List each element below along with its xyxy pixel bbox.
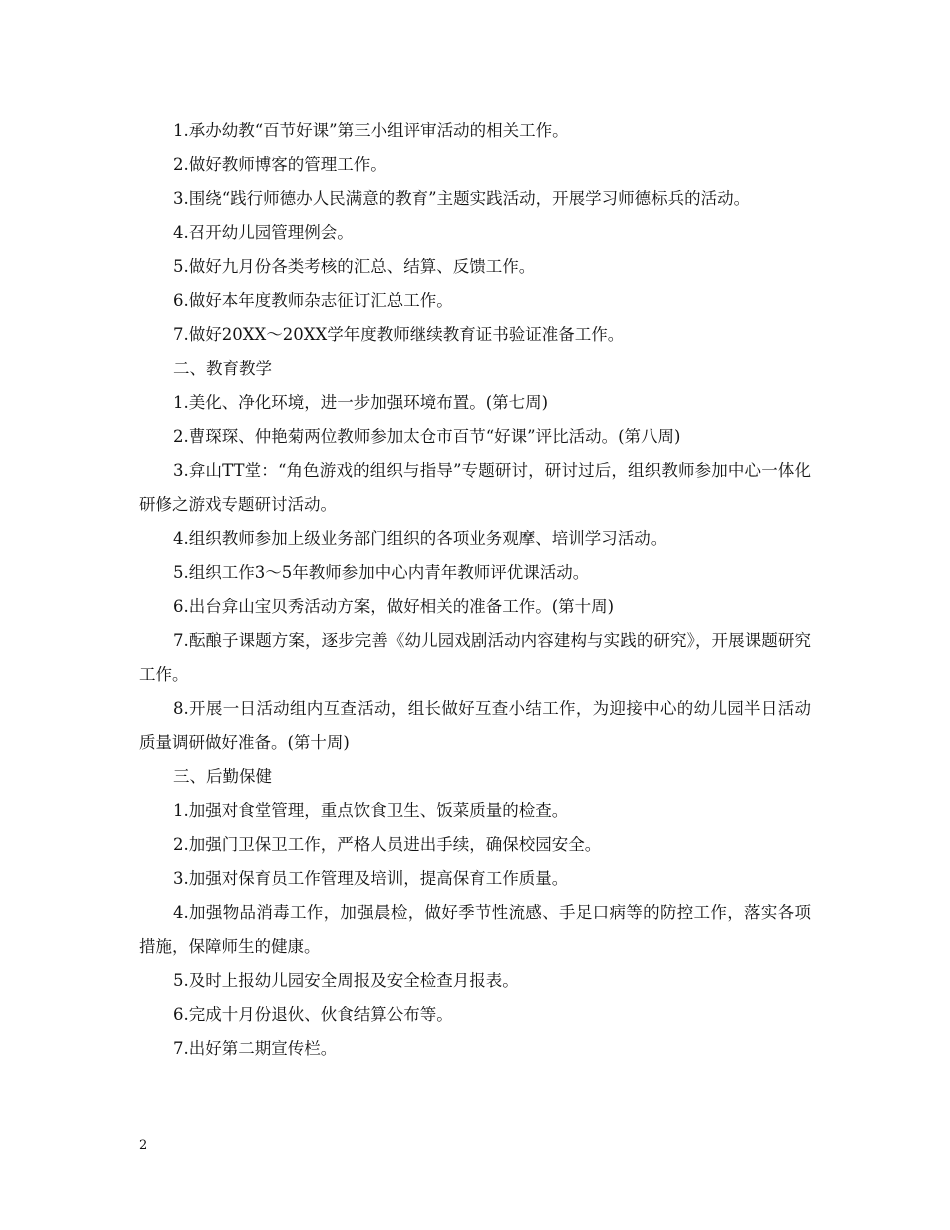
- paragraph: 2.做好教师博客的管理工作。: [173, 155, 387, 174]
- paragraph: 2.加强门卫保卫工作，严格人员进出手续，确保校园安全。: [173, 835, 602, 854]
- paragraph: 7.酝酿子课题方案，逐步完善《幼儿园戏剧活动内容建构与实践的研究》，开展课题研究工作。: [139, 631, 811, 684]
- page-number: 2: [139, 1138, 148, 1153]
- paragraph: 7.出好第二期宣传栏。: [173, 1039, 338, 1058]
- paragraph: 5.及时上报幼儿园安全周报及安全检查月报表。: [173, 971, 519, 990]
- paragraph: 6.出台弇山宝贝秀活动方案，做好相关的准备工作。(第十周): [173, 597, 615, 616]
- paragraph: 6.完成十月份退伙、伙食结算公布等。: [173, 1005, 453, 1024]
- paragraph: 3.围绕“践行师德办人民满意的教育”主题实践活动，开展学习师德标兵的活动。: [173, 189, 751, 208]
- paragraph: 1.美化、净化环境，进一步加强环境布置。(第七周): [173, 393, 549, 412]
- section-heading-logistics: 三、后勤保健: [173, 767, 272, 786]
- paragraph: 5.做好九月份各类考核的汇总、结算、反馈工作。: [173, 257, 536, 276]
- section-heading-teaching: 二、教育教学: [173, 359, 272, 378]
- paragraph: 1.承办幼教“百节好课”第三小组评审活动的相关工作。: [173, 121, 569, 140]
- paragraph: 4.加强物品消毒工作，加强晨检，做好季节性流感、手足口病等的防控工作，落实各项措施，保障师生的健康。: [139, 903, 811, 956]
- paragraph: 2.曹琛琛、仲艳菊两位教师参加太仓市百节“好课”评比活动。(第八周): [173, 427, 681, 446]
- paragraph: 4.召开幼儿园管理例会。: [173, 223, 354, 242]
- paragraph: 4.组织教师参加上级业务部门组织的各项业务观摩、培训学习活动。: [173, 529, 668, 548]
- paragraph: 7.做好20XX～20XX学年度教师继续教育证书验证准备工作。: [173, 325, 625, 344]
- paragraph: 1.加强对食堂管理，重点饮食卫生、饭菜质量的检查。: [173, 801, 569, 820]
- paragraph: 8.开展一日活动组内互查活动，组长做好互查小结工作，为迎接中心的幼儿园半日活动质量调研做好准备。(第十周): [139, 699, 811, 752]
- paragraph: 5.组织工作3～5年教师参加中心内青年教师评优课活动。: [173, 563, 590, 582]
- document-body: [139, 114, 811, 1066]
- paragraph: 6.做好本年度教师杂志征订汇总工作。: [173, 291, 453, 310]
- paragraph: 3.加强对保育员工作管理及培训，提高保育工作质量。: [173, 869, 569, 888]
- paragraph: 3.弇山TT堂：“角色游戏的组织与指导”专题研讨，研讨过后，组织教师参加中心一体化研修之游戏专题研讨活动。: [139, 461, 811, 514]
